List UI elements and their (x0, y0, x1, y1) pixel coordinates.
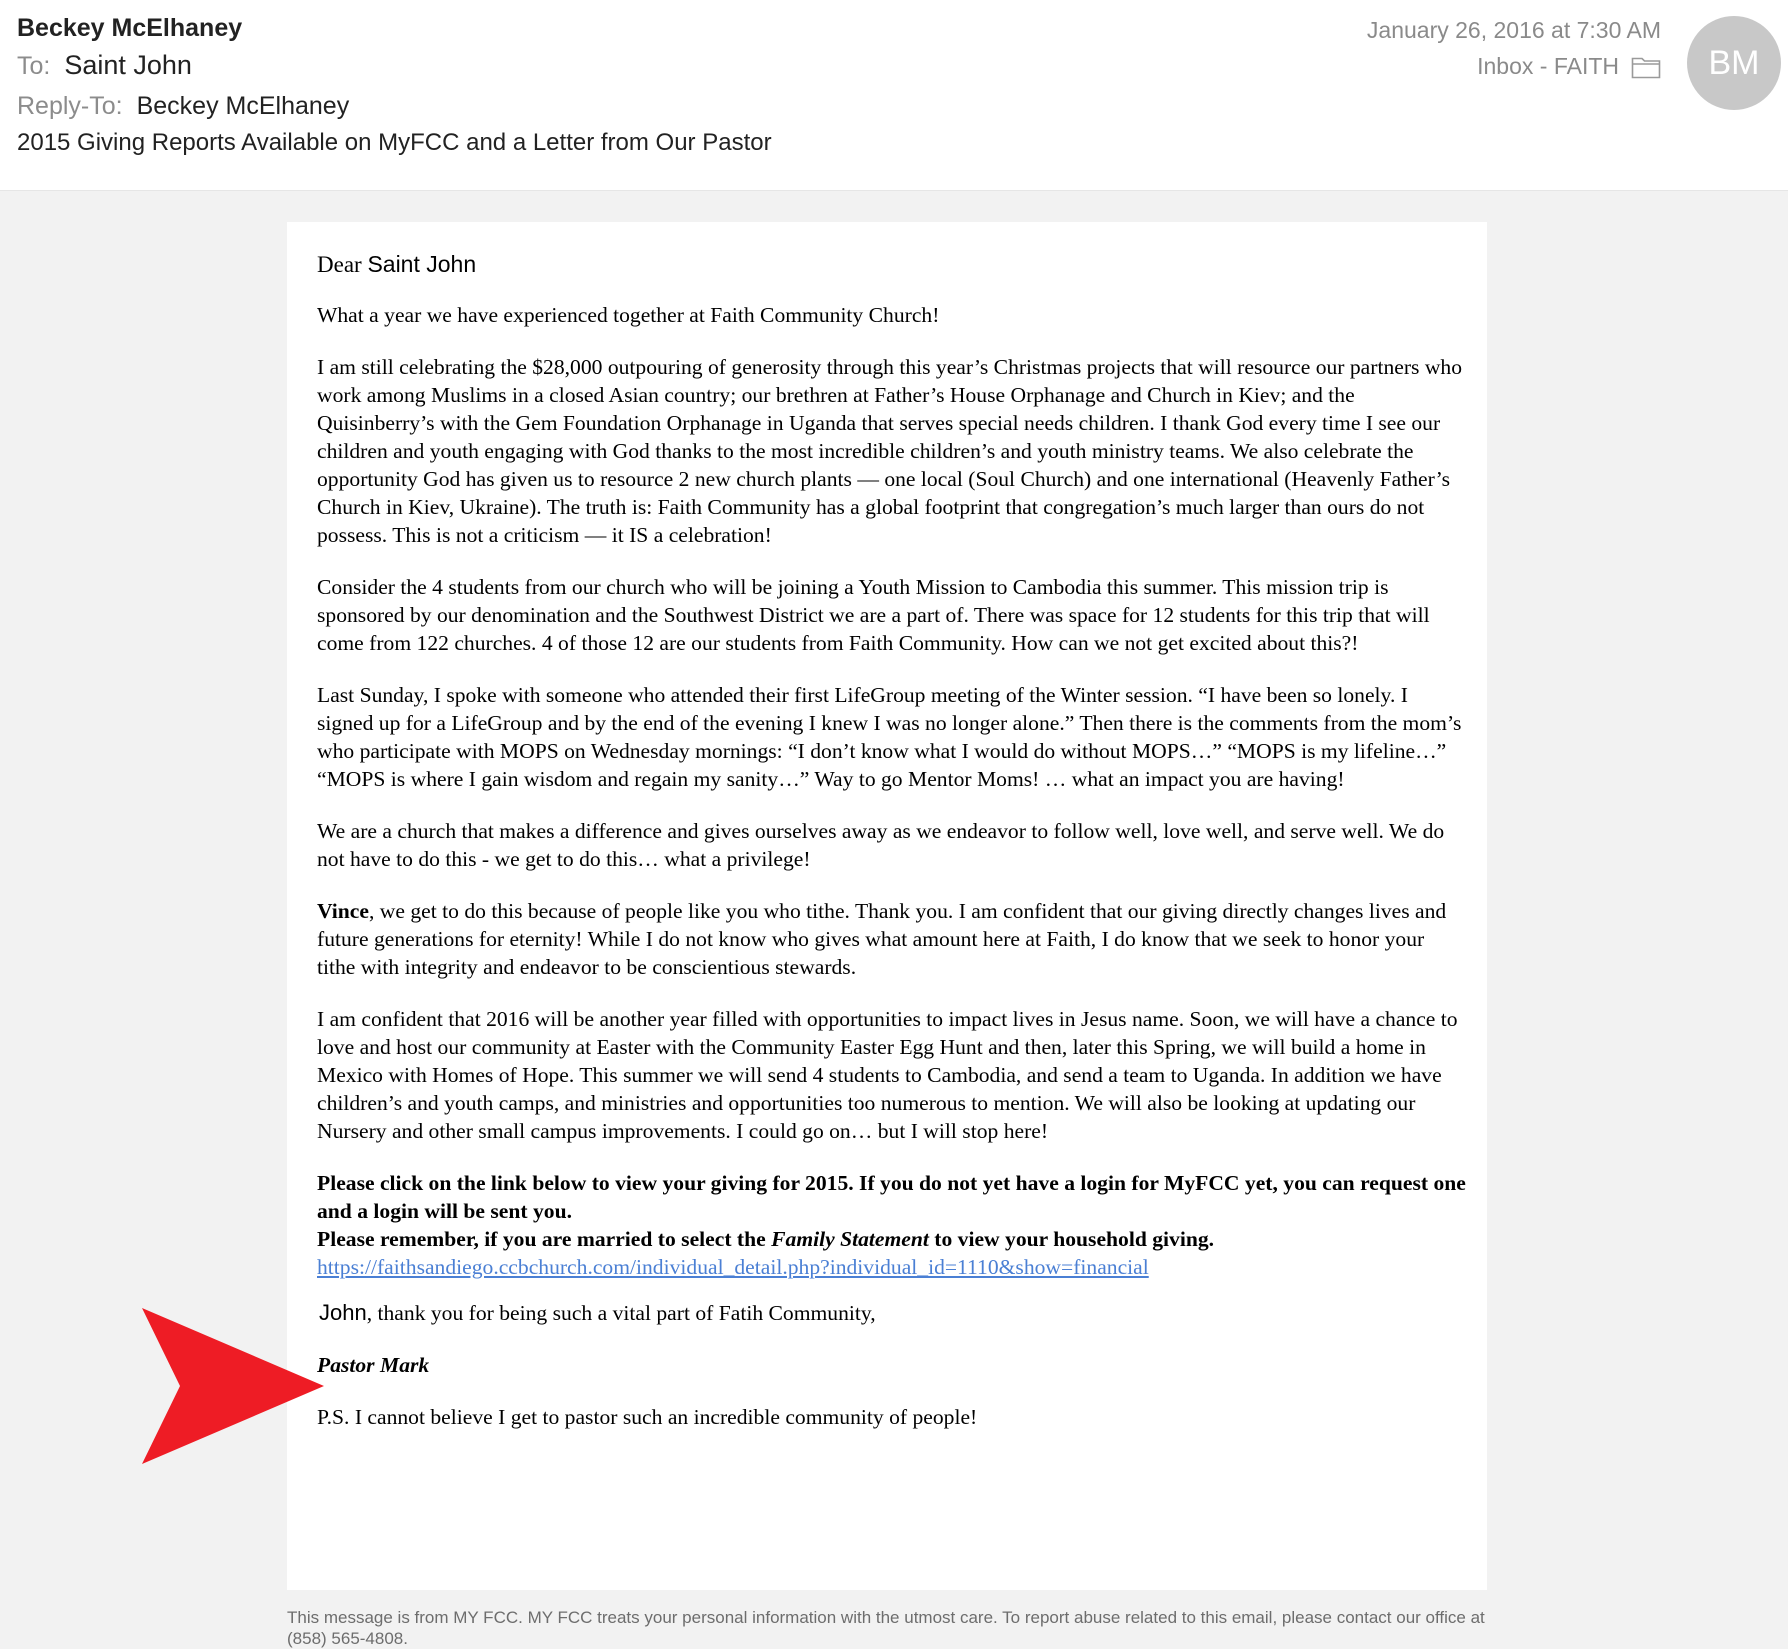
red-arrow-annotation (142, 1308, 324, 1464)
paragraph-lifegroup: Last Sunday, I spoke with someone who attended their first LifeGroup meeting of the Winter session. “I have been so lonely. I signed up for a LifeGroup and by the end of the evening I knew I was no longer alone.” Then there is the comments from the mom’s who participate with MOPS on Wednesday mornings: “I don’t know what I would do without MOPS…” “MOPS is my lifeline…” “MOPS is where I gain wisdom and regain my sanity…” Way to go Mentor Moms! … what an impact you are having! (317, 683, 1462, 791)
reply-to-label: Reply-To: (17, 92, 123, 120)
to-row (17, 50, 192, 81)
tithe-recipient-name: Vince (317, 899, 369, 923)
greeting (317, 250, 1467, 279)
message-subject: 2015 Giving Reports Available on MyFCC and a Letter from Our Pastor (17, 129, 772, 156)
greeting-name: Saint John (367, 251, 477, 277)
message-header (0, 0, 1788, 191)
paragraph-church-difference: We are a church that makes a difference and gives ourselves away as we endeavor to follow well, love well, and serve well. We do not have to do this - we get to do this… what a privilege! (317, 819, 1445, 871)
reply-to-address[interactable]: Beckey McElhaney (136, 92, 350, 120)
postscript: P.S. I cannot believe I get to pastor such an incredible community of people! (317, 1405, 978, 1429)
paragraph-2016-plans: I am confident that 2016 will be another year filled with opportunities to impact lives in Jesus name. Soon, we will have a chance to love and host our community at Easter with the Community Easter Egg Hunt and then, later this Spring, we will build a home in Mexico with Homes of Hope. This summer we will send 4 students to Cambodia, and send a team to Uganda. In addition we have children’s and youth camps, and ministries and opportunities too numerous to mention. We will also be looking at updating our Nursery and other small campus improvements. I could go on… but I will stop here! (317, 1007, 1458, 1143)
paragraph-intro: What a year we have experienced together at Faith Community Church! (317, 303, 940, 327)
greeting-prefix: Dear (317, 252, 362, 277)
giving-instructions-line2 (317, 1227, 1214, 1251)
paragraph-tithe (317, 897, 1467, 981)
signature-name: Pastor Mark (317, 1353, 430, 1377)
giving-report-link[interactable]: https://faithsandiego.ccbchurch.com/individual_detail.php?individual_id=1110&show=financial (317, 1255, 1149, 1279)
footer-disclaimer: This message is from MY FCC. MY FCC treats your personal information with the utmost care. To report abuse related to this email, please contact our office at (858) 565-4808. (287, 1608, 1485, 1648)
sender-name[interactable]: Beckey McElhaney (17, 14, 243, 42)
giving-instructions-line1: Please click on the link below to view your giving for 2015. If you do not yet have a login for MyFCC yet, you can request one and a login will be sent you. (317, 1171, 1466, 1223)
sender-avatar (1687, 16, 1781, 110)
message-body-panel (287, 222, 1487, 1590)
reply-to-row (17, 90, 349, 121)
paragraph-closing (317, 1299, 1467, 1327)
message-body (317, 250, 1467, 1455)
paragraph-giving-instructions (317, 1169, 1467, 1281)
paragraph-youth-mission: Consider the 4 students from our church who will be joining a Youth Mission to Cambodia this summer. This mission trip is sponsored by our denomination and the Southwest District we are a part of. There was space for 12 students for this trip that will come from 122 churches. 4 of those 12 are our students from Faith Community. How can we not get excited about this?! (317, 575, 1430, 655)
line2-end: to view your household giving. (928, 1227, 1215, 1251)
mailbox-indicator[interactable] (1477, 53, 1661, 80)
message-date: January 26, 2016 at 7:30 AM (1366, 17, 1661, 43)
paragraph-christmas-projects: I am still celebrating the $28,000 outpouring of generosity through this year’s Christmas projects that will resource our partners who work among Muslims in a closed Asian country; our brethren at Father’s House Orphanage and Church in Kiev; and the Quisinberry’s with the Gem Foundation Orphanage in Uganda that serves special needs children. I thank God every time I see our children and youth engaging with God thanks to the most incredible children’s and youth ministry teams. We also celebrate the opportunity God has given us to resource 2 new church plants — one local (Soul Church) and one international (Heavenly Father’s Church in Kiev, Ukraine). The truth is: Faith Community has a global footprint that congregation’s much larger than ours do not possess. This is not a criticism — it IS a celebration! (317, 355, 1463, 547)
to-label: To: (17, 52, 51, 80)
closing-name: John (319, 1300, 367, 1325)
tithe-text: , we get to do this because of people like you who tithe. Thank you. I am confident that our giving directly changes lives and future generations for eternity! While I do not know who gives what amount here at Faith, I do know that we seek to honor your tithe with integrity and endeavor to be conscientious stewards. (317, 899, 1447, 979)
arrow-shape (142, 1308, 324, 1464)
avatar-initials: BM (1708, 43, 1760, 82)
closing-text: , thank you for being such a vital part of Fatih Community, (366, 1301, 876, 1325)
signature (317, 1351, 1467, 1379)
to-recipient[interactable]: Saint John (64, 50, 192, 80)
folder-icon (1631, 55, 1661, 79)
family-statement-emphasis: Family Statement (771, 1227, 929, 1251)
line2-start: Please remember, if you are married to select the (317, 1227, 772, 1251)
mailbox-label: Inbox - FAITH (1477, 53, 1619, 79)
